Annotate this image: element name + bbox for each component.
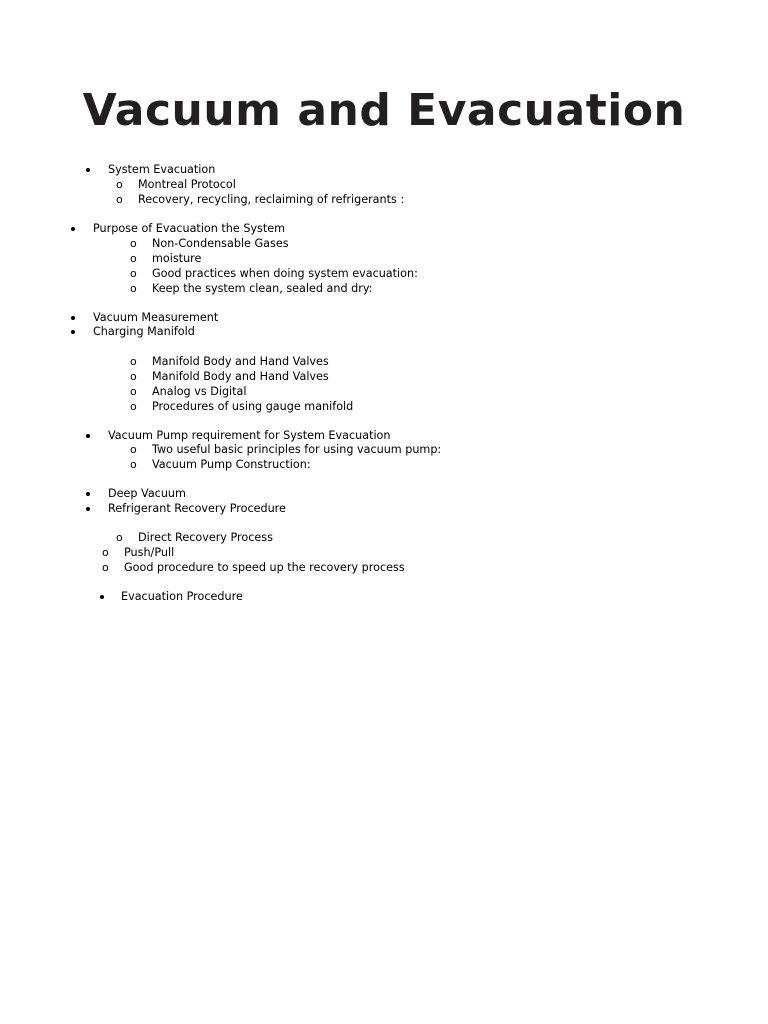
circle-bullet-icon: o — [130, 400, 137, 413]
circle-bullet-icon: o — [130, 370, 137, 383]
document-page: Vacuum and Evacuation System Evacuation o Montreal Protocol o Recovery, recycling, reclaiming of refrigerants : Purpose of Evacuation the System o Non-Condensable Gases o moisture o Good practices when doing system evacuation: o Keep the system clean, sealed and dry: Vacuum Measurement Charging Manifold o Manifold Body and Hand Valves o Manifold Body and Hand Valves o Analog vs Digital o Procedures of using gauge manifold Vacuum Pump requirement for System Evacuation o Two useful basic principles for using vacuum pump: o Vacuum Pump Construction: Deep Vacuum Refrigerant Recovery Procedure o Direct Recovery Process o Push/Pull o Good procedure to speed up the recovery process Evacuation Procedure — [0, 0, 768, 1024]
circle-bullet-icon: o — [130, 237, 137, 250]
circle-bullet-icon: o — [130, 252, 137, 265]
bullet-icon — [71, 316, 75, 320]
bullet-icon — [86, 168, 90, 172]
circle-bullet-icon: o — [116, 531, 123, 544]
circle-bullet-icon: o — [130, 282, 137, 295]
bullet-icon — [86, 507, 90, 511]
circle-bullet-icon: o — [130, 443, 137, 456]
circle-bullet-icon: o — [130, 385, 137, 398]
circle-bullet-icon: o — [130, 267, 137, 280]
circle-bullet-icon: o — [130, 458, 137, 471]
page-title: Vacuum and Evacuation — [82, 85, 686, 136]
circle-bullet-icon: o — [116, 178, 123, 191]
circle-bullet-icon: o — [116, 193, 123, 206]
bullet-icon — [71, 330, 75, 334]
circle-bullet-icon: o — [130, 355, 137, 368]
bullet-icon — [86, 492, 90, 496]
bullet-icon — [100, 595, 104, 599]
circle-bullet-icon: o — [102, 561, 109, 574]
circle-bullet-icon: o — [102, 546, 109, 559]
bullet-icon — [71, 227, 75, 231]
bullet-icon — [86, 434, 90, 438]
